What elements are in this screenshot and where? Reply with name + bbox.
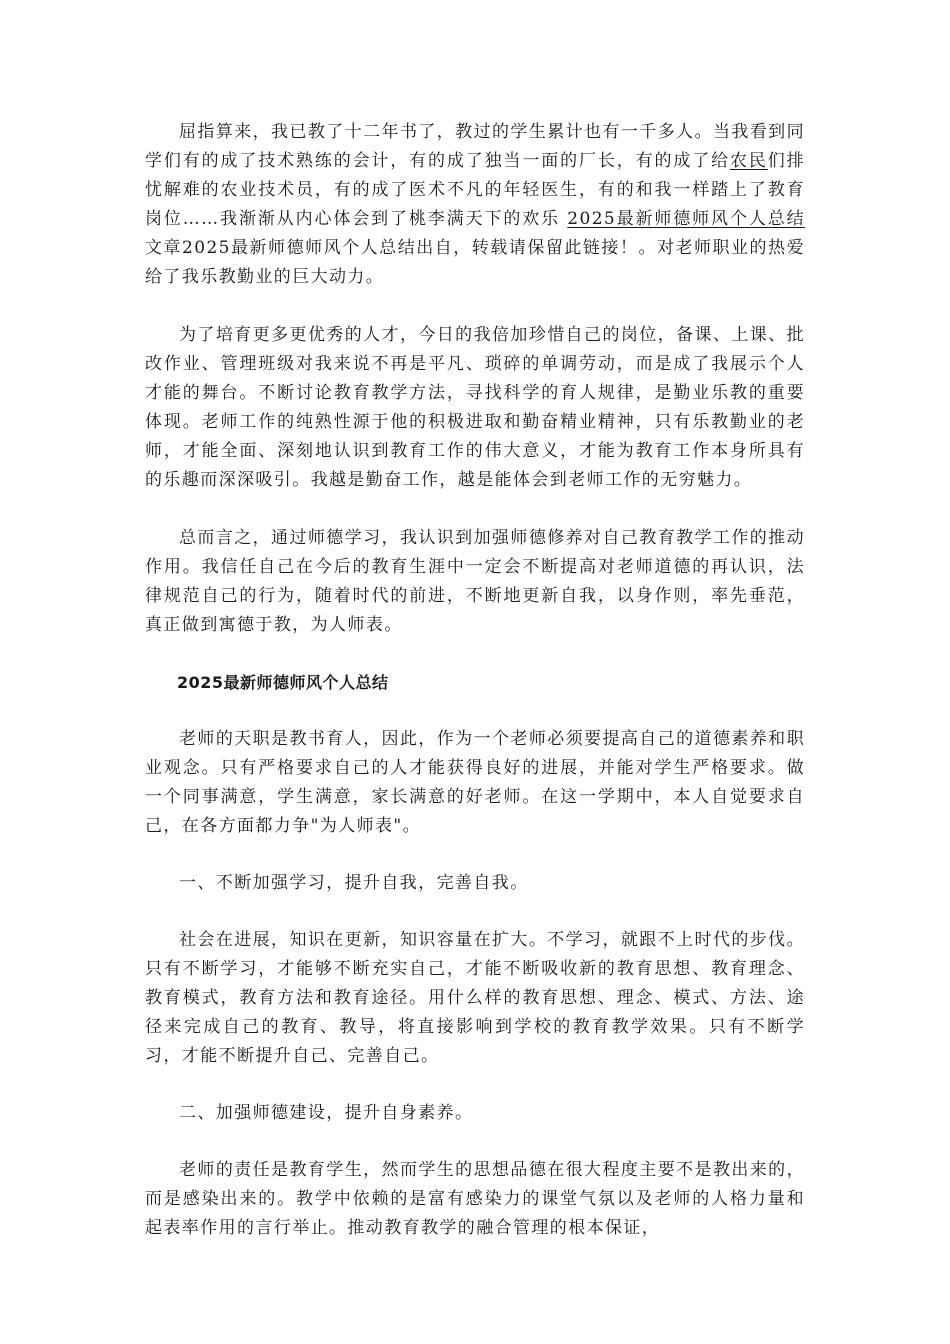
document-page [145, 118, 805, 1243]
section-heading: 2025最新师德师风个人总结 [177, 673, 389, 692]
paragraph-5: 社会在进展，知识在更新，知识容量在扩大。不学习，就跟不上时代的步伐。只有不断学习，才能够不断充实自己，才能不断吸收新的教育思想、教育理念、教育模式，教育方法和教育途径。用什么样的教育思想、理念、模式、方法、途径来完成自己的教育、教导，将直接影响到学校的教育教学效果。只有不断学习，才能不断提升自己、完善自己。 [145, 930, 805, 1066]
paragraph-1-text-c: 文章2025最新师德师风个人总结出自，转载请保留此链接！。对老师职业的热爱给了我乐教勤业的巨大动力。 [145, 238, 805, 287]
paragraph-1-text-b: 们排忧解难的农业技术员，有的成了医术不凡的年轻医生，有的和我一样踏上了教育岗位……我渐渐从内心体会到了桃李满天下的欢乐 [145, 151, 805, 229]
section-1-title: 一、不断加强学习，提升自我，完善自我。 [179, 873, 529, 893]
link-nongmin[interactable]: 农民 [729, 151, 768, 171]
link-article-title[interactable]: 2025最新师德师风个人总结 [567, 209, 805, 229]
section-2-title: 二、加强师德建设，提升自身素养。 [179, 1103, 474, 1123]
paragraph-2: 为了培育更多更优秀的人才，今日的我倍加珍惜自己的岗位，备课、上课、批改作业、管理班级对我来说不再是平凡、琐碎的单调劳动，而是成了我展示个人才能的舞台。不断讨论教育教学方法，寻找科学的育人规律，是勤业乐教的重要体现。老师工作的纯熟性源于他的积极进取和勤奋精业精神，只有乐教勤业的老师，才能全面、深刻地认识到教育工作的伟大意义，才能为教育工作本身所具有的乐趣而深深吸引。我越是勤奋工作，越是能体会到老师工作的无穷魅力。 [145, 325, 805, 490]
paragraph-4: 老师的天职是教书育人，因此，作为一个老师必须要提高自己的道德素养和职业观念。只有严格要求自己的人才能获得良好的进展，并能对学生严格要求。做一个同事满意，学生满意，家长满意的好老师。在这一学期中，本人自觉要求自己，在各方面都力争"为人师表"。 [145, 729, 805, 836]
paragraph-6: 老师的责任是教育学生，然而学生的思想品德在很大程度主要不是教出来的，而是感染出来的。教学中依赖的是富有感染力的课堂气氛以及老师的人格力量和起表率作用的言行举止。推动教育教学的融合管理的根本保证， [145, 1160, 805, 1238]
paragraph-1-text-a: 屈指算来，我已教了十二年书了，教过的学生累计也有一千多人。当我看到同学们有的成了技术熟练的会计，有的成了独当一面的厂长，有的成了给 [145, 122, 805, 171]
paragraph-3: 总而言之，通过师德学习，我认识到加强师德修养对自己教育教学工作的推动作用。我信任自己在今后的教育生涯中一定会不断提高对老师道德的再认识，法律规范自己的行为，随着时代的前进，不断地更新自我，以身作则，率先垂范，真正做到寓德于教，为人师表。 [145, 528, 805, 635]
paragraph-1 [145, 118, 805, 292]
